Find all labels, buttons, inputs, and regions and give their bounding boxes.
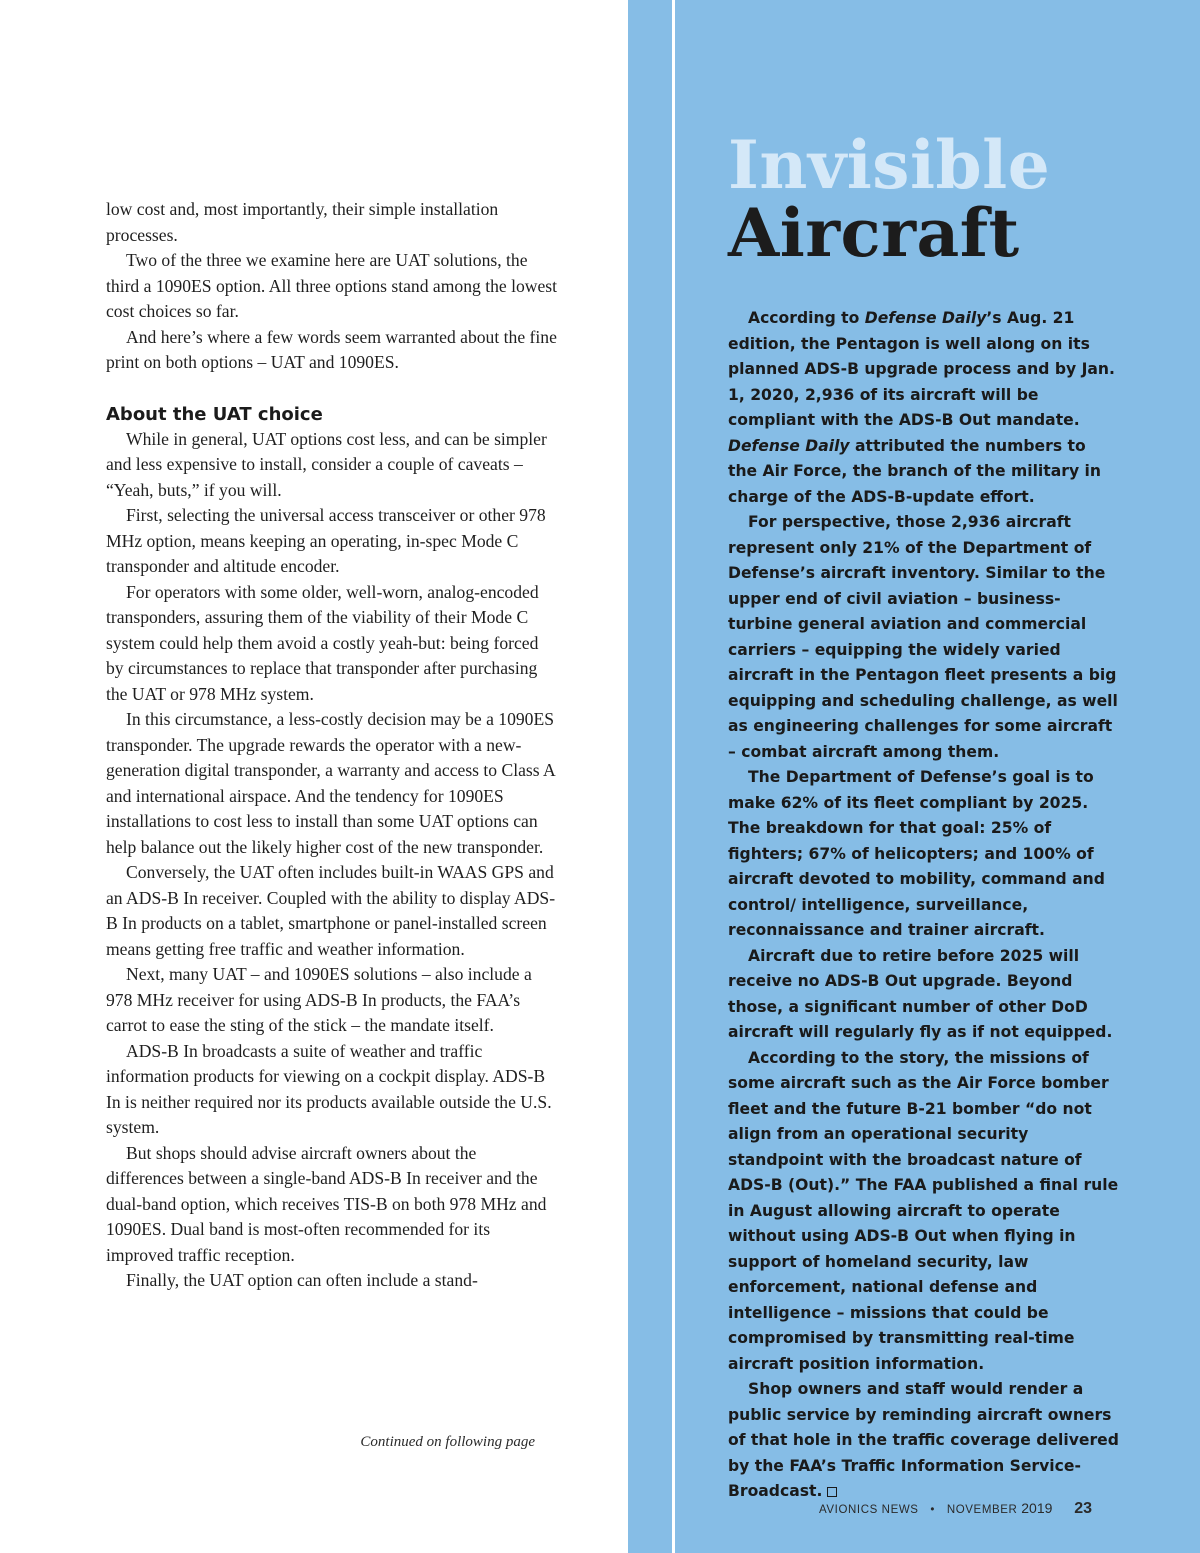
sidebar-paragraph: Aircraft due to retire before 2025 will receive no ADS-B Out upgrade. Beyond those, a significant number of other DoD aircraft will regularly fly as if not equipped.: [728, 946, 1113, 1041]
sidebar-title-line2: Aircraft: [728, 194, 1020, 272]
sidebar-text: Shop owners and staff would render a public service by reminding aircraft owners of that hole in the traffic coverage delivered by the FAA’s Traffic Information Service-Broadcast.: [728, 1380, 1119, 1500]
sidebar-paragraph: [728, 306, 1120, 510]
publication-name: Defense Daily: [728, 436, 850, 455]
article-paragraph: In this circumstance, a less-costly decision may be a 1090ES transponder. The upgrade rewards the operator with a new-generation digital transponder, a warranty and access to Class A and international airspace. And the tendency for 1090ES installations to cost less to install than some UAT options can help balance out the likely higher cost of the new transponder.: [106, 709, 555, 857]
article-paragraph: And here’s where a few words seem warranted about the fine print on both options – UAT and 1090ES.: [106, 326, 557, 372]
sidebar-text: attributed the numbers to the Air Force, the branch of the military in charge of the ADS-B-update effort.: [728, 436, 1101, 506]
sidebar-paragraph: According to the story, the missions of some aircraft such as the Air Force bomber fleet and the future B-21 bomber “do not align from an operational security standpoint with the broadcast nature of ADS-B (Out).” The FAA published a final rule in August allowing aircraft to operate without using ADS-B Out when flying in support of homeland security, law enforcement, national defense and intelligence – missions that could be compromised by transmitting real-time aircraft position information.: [728, 1048, 1119, 1373]
article-paragraph: Finally, the UAT option can often include a stand-: [126, 1270, 478, 1290]
main-article-column: [106, 197, 558, 1294]
section-heading: About the UAT choice: [106, 403, 323, 425]
article-paragraph: But shops should advise aircraft owners about the differences between a single-band ADS-B In receiver and the dual-band option, which receives TIS-B on both 978 MHz and 1090ES. Dual band is most-often recommended for its improved traffic reception.: [106, 1142, 547, 1265]
end-mark-icon: [827, 1487, 837, 1497]
article-paragraph: ADS-B In broadcasts a suite of weather and traffic information products for viewing on a cockpit display. ADS-B In is neither required nor its products available outside the U.S. system.: [106, 1040, 552, 1137]
footer-bullet: •: [930, 1504, 936, 1516]
article-paragraph: Conversely, the UAT often includes built-in WAAS GPS and an ADS-B In receiver. Coupled with the ability to display ADS-B In products on a tablet, smartphone or panel-installed screen means getting free traffic and weather information.: [106, 862, 556, 959]
sidebar-title-line1: Invisible: [728, 126, 1051, 204]
footer-month: NOVEMBER: [946, 1504, 1018, 1516]
sidebar-paragraph: [728, 1377, 1120, 1505]
article-paragraph: Next, many UAT – and 1090ES solutions – also include a 978 MHz receiver for using ADS-B In products, the FAA’s carrot to ease the sting of the stick – the mandate itself.: [106, 964, 532, 1035]
sidebar-text: According to: [748, 309, 865, 327]
article-paragraph: low cost and, most importantly, their simple installation processes.: [106, 199, 499, 245]
page-footer: [819, 1500, 1092, 1518]
continued-note: Continued on following page: [360, 1434, 535, 1450]
publication-name: Defense Daily: [864, 309, 987, 327]
footer-year: 2019: [1021, 1500, 1053, 1516]
page-number: 23: [1074, 1500, 1092, 1517]
article-paragraph: While in general, UAT options cost less, and can be simpler and less expensive to install, consider a couple of caveats – “Yeah, buts,” if you will.: [106, 428, 547, 500]
article-paragraph: Two of the three we examine here are UAT solutions, the third a 1090ES option. All three options stand among the lowest cost choices so far.: [106, 250, 558, 321]
article-paragraph: For operators with some older, well-worn, analog-encoded transponders, assuring them of the viability of their Mode C system could help them avoid a costly yeah-but: being forced by circumstances to replace that transponder after purchasing the UAT or 978 MHz system.: [106, 581, 539, 704]
sidebar-paragraph: The Department of Defense’s goal is to make 62% of its fleet compliant by 2025. The breakdown for that goal: 25% of fighters; 67% of helicopters; and 100% of aircraft devoted to mobility, command and control/ intelligence, surveillance, reconnaissance and trainer aircraft.: [728, 768, 1105, 939]
sidebar-paragraph: For perspective, those 2,936 aircraft represent only 21% of the Department of Defense’s aircraft inventory. Similar to the upper end of civil aviation – business-turbine general aviation and commercial carriers – equipping the widely varied aircraft in the Pentagon fleet presents a big equipping and scheduling challenge, as well as engineering challenges for some aircraft – combat aircraft among them.: [728, 513, 1118, 761]
footer-publication: AVIONICS NEWS: [818, 1504, 919, 1516]
sidebar-divider: [672, 0, 675, 1553]
sidebar-text: ’s Aug. 21 edition, the Pentagon is well along on its planned ADS-B upgrade process and by Jan. 1, 2020, 2,936 of its aircraft will be compliant with the ADS-B Out mandate.: [728, 309, 1115, 429]
article-paragraph: First, selecting the universal access transceiver or other 978 MHz option, means keeping an operating, in-spec Mode C transponder and altitude encoder.: [106, 505, 546, 576]
sidebar-body: [728, 306, 1120, 1505]
